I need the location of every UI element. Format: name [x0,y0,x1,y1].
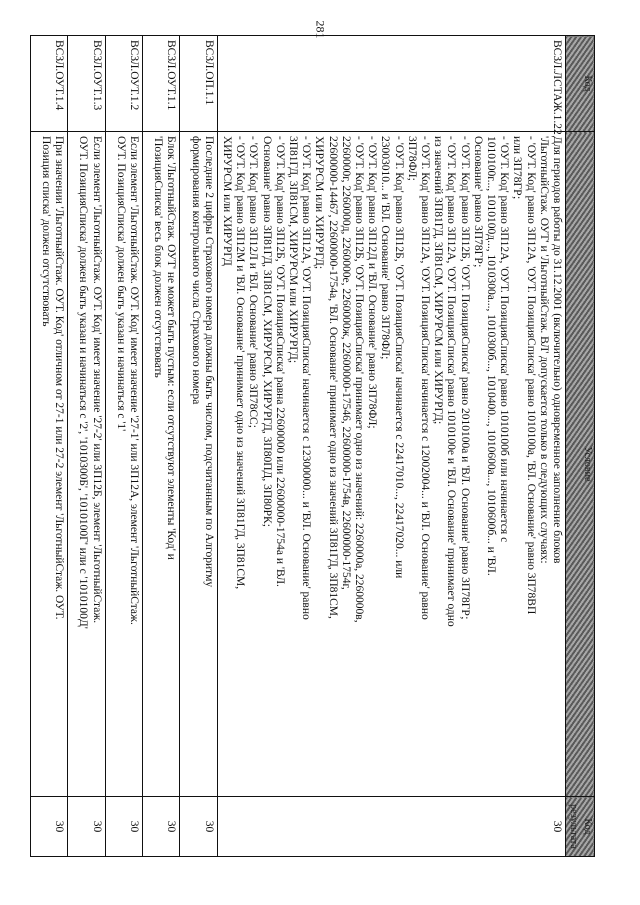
table-row [68,36,105,857]
table-row [143,36,180,857]
condition-line: ОУТ. ПозицияСписка' должен быть указан и начинаться с '1' [114,136,127,432]
rule-code: ВСЗЛ.ОУТ.1.2 [105,36,142,132]
condition-line: 1010100г..., 1010100д..., 1010300а..., 1010300б..., 1010400..., 1010600а..., 1010600б... и 'ВЛ. [484,136,497,576]
condition-line: 'ПозицияСписка' весь блок должен отсутствовать [152,136,165,378]
condition-line: ОУТ. ПозицияСписка' должен быть указан и начинаться с '2', '1010300Б', '1010100Г' или с '1010100Д' [77,136,90,629]
condition-line: - 'ОУТ. Код' равно 3П12А, 'ОУТ. ПозицияСписка' начинается с 12300000... и 'ВЛ. Основание' равно [300,136,313,620]
condition-line: Позиция списка' должен отсутствовать [40,136,53,327]
rule-result-code: 30 [143,797,180,857]
condition-line: ХИРУРСМ или ХИРУРГД; [313,136,326,270]
rotated-table-page [30,35,595,857]
condition-line: - 'ОУТ. Код' равно 3П12Д и 'ВЛ. Основание' равно 3П78ФЛ; [366,136,379,429]
condition-line: формирования контрольного числа Страхового номера [189,136,202,405]
rule-result-code: 30 [180,797,217,857]
condition-line: - 'ОУТ. Код' равно 3П12М и 'ВЛ. Основание' принимает одно из значений 3П81ГД, 3П81СМ, [234,136,247,590]
condition-line: 'ЛьготныйСтаж. ОУТ' и 'ЛьготныйСтаж. ВЛ' допускается только в следующих случаях: [537,136,550,564]
page-number: 281 [313,20,328,39]
table-header-row [566,36,595,857]
table-row [180,36,217,857]
condition-line: - 'ОУТ. Код' равно 3П12Б, 'ОУТ. ПозицияСписка' начинается с 22417010..., 22417020... или [392,136,405,579]
condition-line: - 'ОУТ. Код' равно 3П12А, 'ОУТ. ПозицияСписка' равно 1010100б или начинается с [498,136,511,543]
rule-condition [217,132,565,797]
rule-result-code: 30 [31,797,68,857]
header-error-code: Код результата [566,797,595,857]
rule-condition [180,132,217,797]
condition-line: 3П81ГД, 3П81СМ, ХИРУРСМ или ХИРУРГД; [286,136,299,364]
header-condition: Условие [566,132,595,797]
rule-result-code: 30 [217,797,565,857]
condition-line: ХИРУРСМ или ХИРУРГД [220,136,233,266]
condition-line: При значении 'ЛьготныйСтаж. ОУТ. Код' отличном от 27-1 или 27-2 элемент 'ЛьготныйСтаж. ОУТ. [53,136,66,620]
rule-condition [105,132,142,797]
rule-code: ВСЗЛ.ОУТ.1.4 [31,36,68,132]
rule-code: ВСЗЛ.ЛСТАЖ.1.22 [217,36,565,132]
rule-result-code: 30 [68,797,105,857]
condition-line: 22600000-14467, 22600000-1754а, 'ВЛ. Основание' принимает одно из значений 3П81ГД, 3П81СМ, [326,136,339,619]
condition-line: Последние 2 цифры Страхового номера должны быть числом, подсчитанным по Алгоритму [202,136,215,588]
rule-condition [68,132,105,797]
rule-code: ВСЗЛ.ОП.1.1 [180,36,217,132]
condition-line: или 3П78ГР; [511,136,524,200]
rule-condition [143,132,180,797]
rule-result-code: 30 [105,797,142,857]
condition-line: Если элемент 'ЛьготныйСтаж. ОУТ. Код' имеет значение '27-2' или 3П12Б, элемент 'ЛьготныйСтаж. [90,136,103,624]
rule-code: ВСЗЛ.ОУТ.1.1 [143,36,180,132]
header-code: Код [566,36,595,132]
table-row [105,36,142,857]
rule-condition [31,132,68,797]
condition-line: - 'ОУТ. Код' равно 3П12А, 'ОУТ. ПозицияСписка' равно 1010100е и 'ВЛ. Основание' принимает одно [445,136,458,627]
condition-line: - 'ОУТ. Код' равно 3П12Б, 'ОУТ. ПозицияСписка' равно 2010100а и 'ВЛ. Основание' равно 3П78ГР; [458,136,471,620]
table-row [217,36,565,857]
condition-line: Основание' равно 3П81ГД, 3П81СМ, ХИРУРСМ, ХИРУРГД, 3П80ПД, 3П80РК; [260,136,273,527]
condition-line: - 'ОУТ. Код' равно 3П12Л и 'ВЛ. Основание' равно 3П78СС; [247,136,260,428]
condition-line: - 'ОУТ. Код' равно 3П12А, 'ОУТ. ПозицияСписка' начинается с 12002004... и 'ВЛ. Основание' равно [418,136,431,620]
condition-line: - 'ОУТ. Код' равно 3П12Б, 'ОУТ. ПозицияСписка' равна 22600000 или 22600000-1754а и 'ВЛ. [273,136,286,587]
table-row [31,36,68,857]
condition-line: Основание' равно 3П78ГР; [471,136,484,268]
condition-line: 2260000г, 2260000д, 2260000е, 2260000ж, 22600000-17546, 22600000-1754в, 22600000-1754г, [339,136,352,590]
condition-line: Блок 'ЛьготныйСтаж. ОУТ' не может быть пустым: если отсутствуют элементы 'Код' и [165,136,178,560]
condition-line: 23003010... и 'ВЛ. Основание' равно 3П78ФЛ; [379,136,392,360]
condition-line: 3П78ФЛ; [405,136,418,181]
validation-rules-table [30,35,595,857]
condition-line: из значений 3П81ГД, 3П81СМ, ХИРУРСМ или ХИРУРГД; [432,136,445,425]
rule-code: ВСЗЛ.ОУТ.1.3 [68,36,105,132]
condition-line: Если элемент 'ЛьготныйСтаж. ОУТ. Код' имеет значение '27-1' или 3П12А, элемент 'ЛьготныйСтаж. [128,136,141,625]
condition-line: Для периодов работы до 31.12.2001 (включительно) одновременное заполнение блоков [551,136,563,564]
condition-line: - 'ОУТ. Код' равно 3П12А, 'ОУТ. ПозицияСписка' равно 1010100а, 'ВЛ. Основание' равно 3П78ВП [524,136,537,615]
condition-line: - 'ОУТ. Код' равно 3П12Б, 'ОУТ. ПозицияСписка' принимает одно из значений: 2260000а, 2260000в, [352,136,365,623]
